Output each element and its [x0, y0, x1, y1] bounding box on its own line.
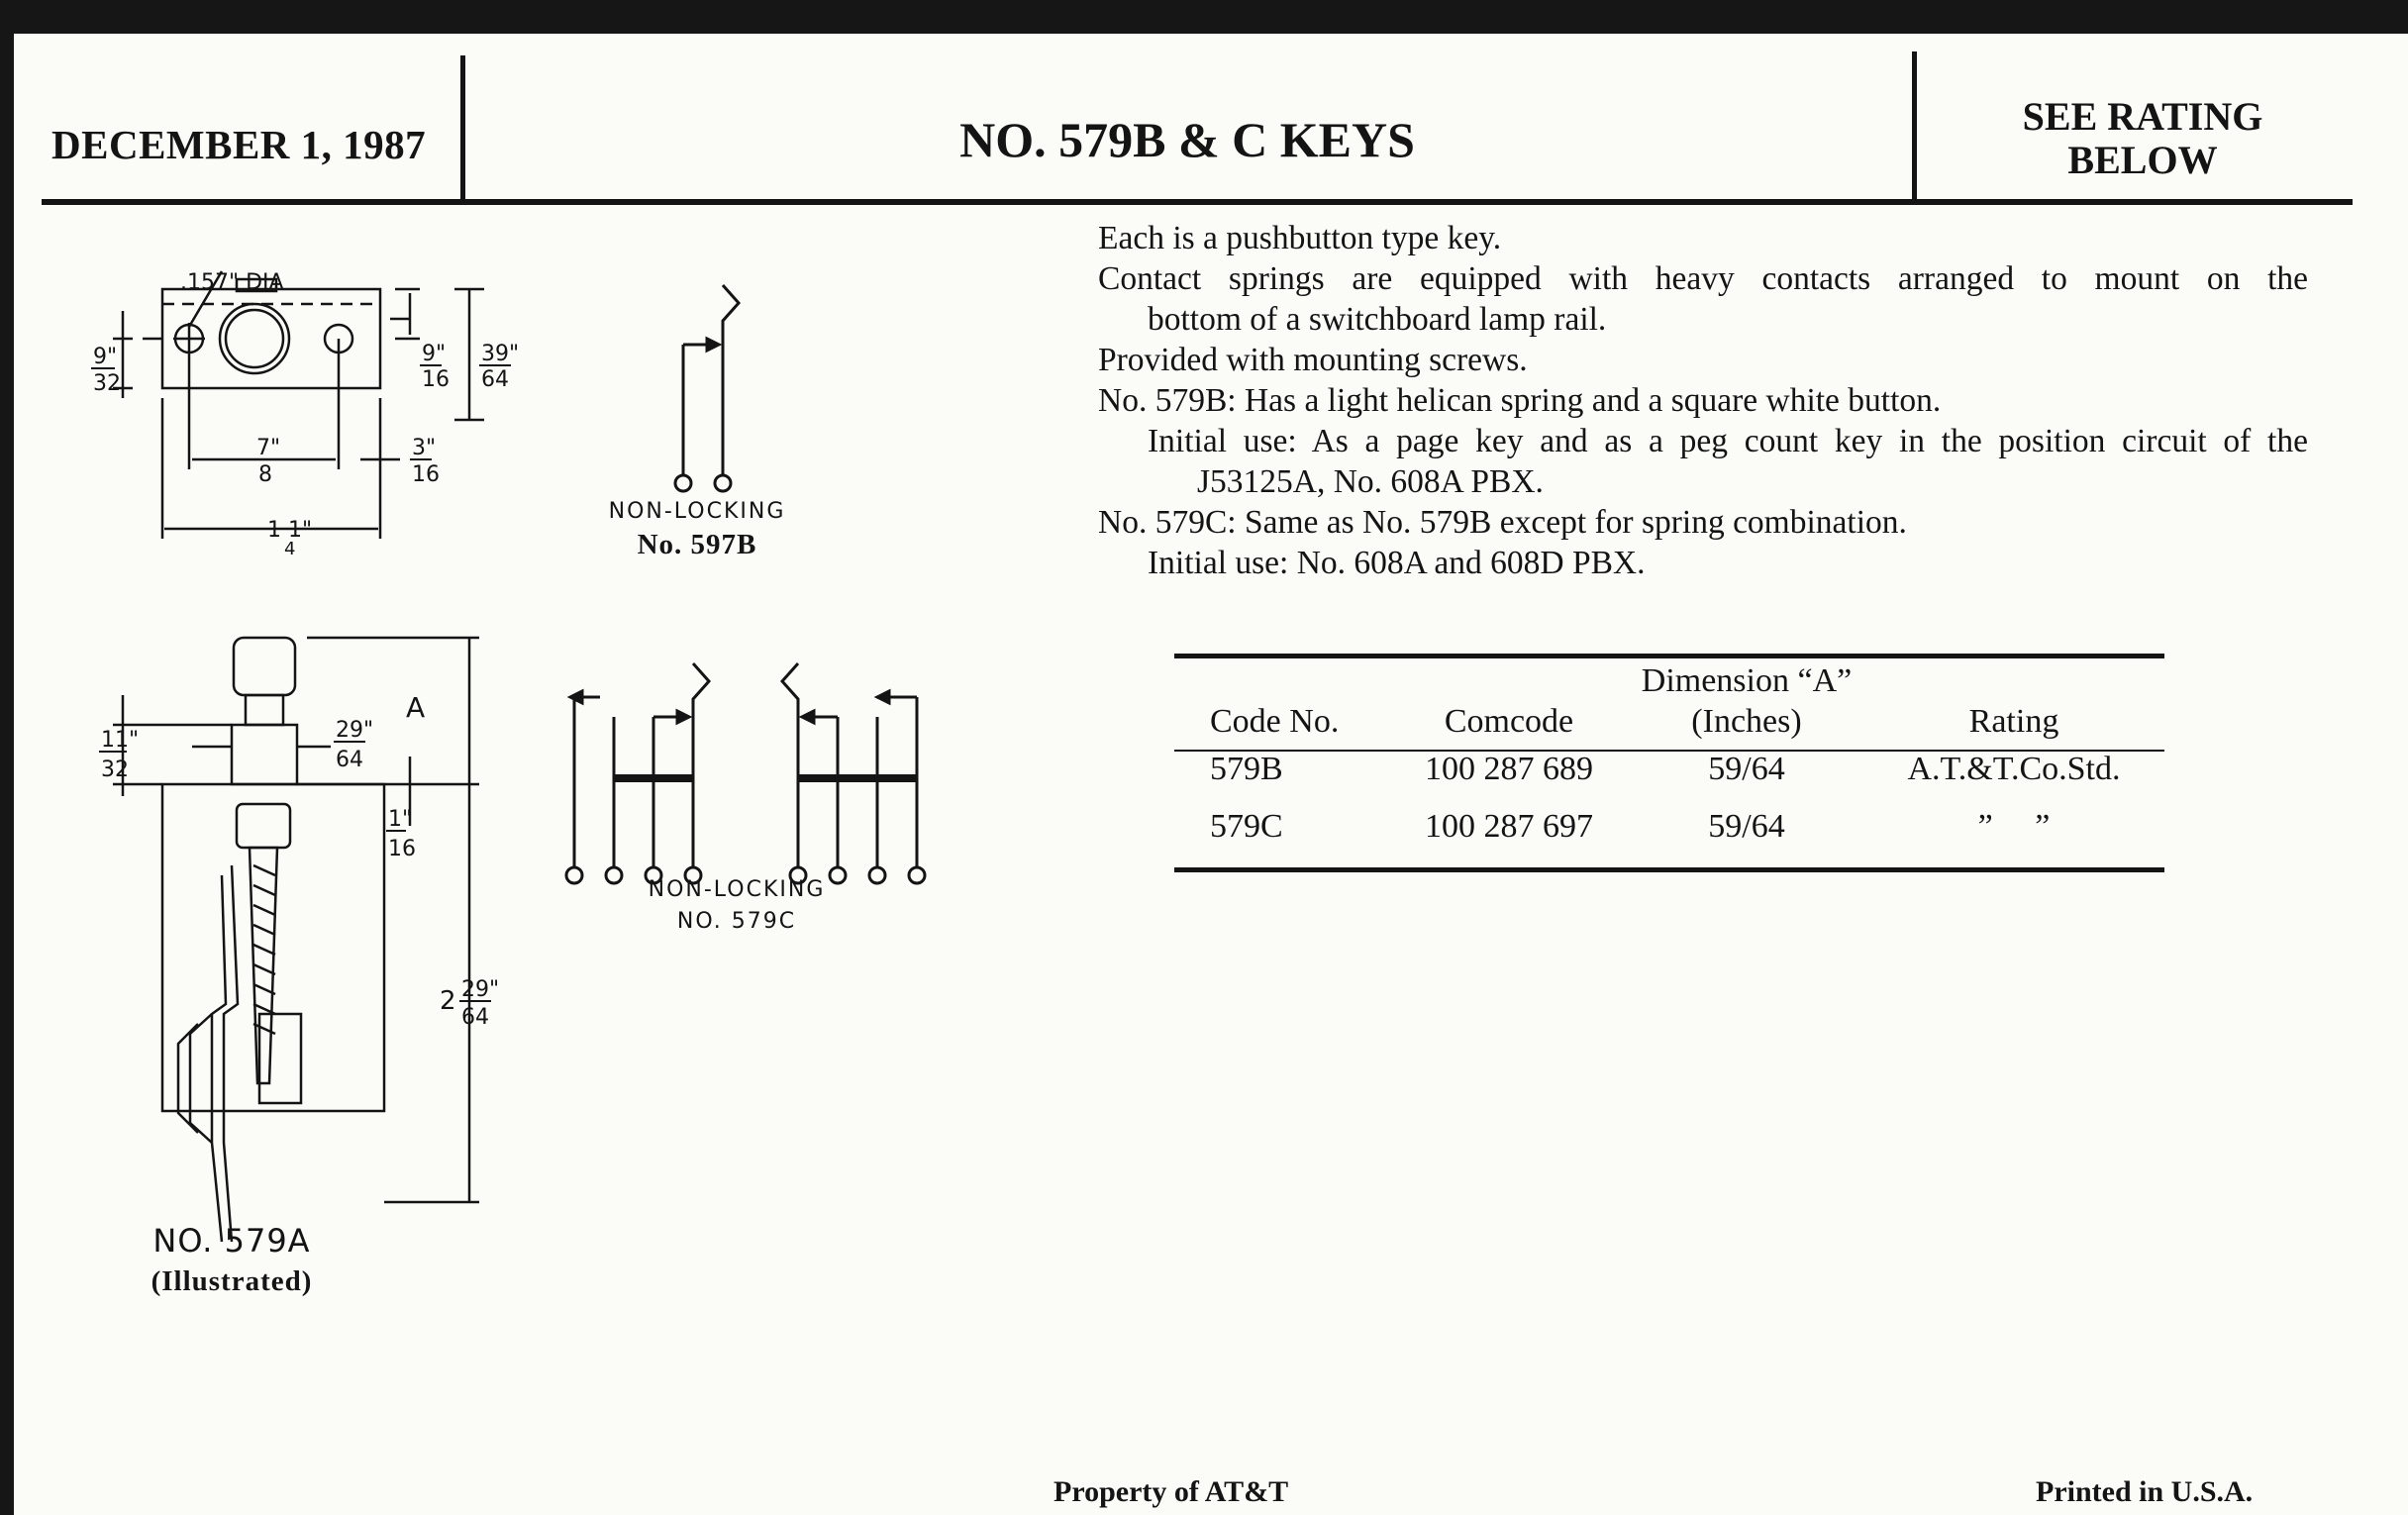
desc-line: Initial use: As a page key and as a peg count key in the position circuit of the: [1148, 423, 2308, 459]
cell-rating: A.T.&T.Co.Std.: [1907, 751, 2121, 787]
desc-line: J53125A, No. 608A PBX.: [1197, 463, 1544, 500]
table-top-rule: [1174, 654, 2164, 658]
svg-text:32: 32: [101, 758, 129, 782]
top-view-drawing: [73, 232, 588, 568]
svg-text:16: 16: [388, 837, 416, 861]
desc-line: No. 579B: Has a light helican spring and a square white button.: [1098, 382, 1942, 419]
header-divider-left: [460, 55, 465, 202]
svg-text:64: 64: [481, 367, 509, 392]
table-bottom-rule: [1174, 867, 2164, 872]
col-header-rating: Rating: [1968, 703, 2059, 740]
page-title: NO. 579B & C KEYS: [959, 112, 1415, 167]
svg-text:1 1": 1 1": [267, 518, 313, 543]
svg-text:11": 11": [101, 728, 140, 753]
svg-text:9": 9": [93, 345, 118, 369]
fig-579a-sub: (Illustrated): [150, 1265, 313, 1297]
fig-597b-label: NON-LOCKING: [608, 499, 786, 524]
svg-text:32: 32: [93, 371, 121, 396]
cell-rating: ” ”: [1977, 808, 2051, 845]
desc-line: bottom of a switchboard lamp rail.: [1148, 301, 1607, 338]
fig-579c-label: NON-LOCKING: [648, 877, 826, 902]
svg-text:8: 8: [258, 462, 272, 487]
desc-line: Contact springs are equipped with heavy contacts arranged to mount on the: [1098, 260, 2308, 297]
cell-comcode: 100 287 697: [1425, 808, 1593, 845]
col-header-code: Code No.: [1210, 703, 1340, 740]
dim-dia-label: .157" DIA: [180, 270, 284, 295]
svg-text:39": 39": [481, 342, 520, 366]
svg-text:1": 1": [388, 807, 413, 832]
side-view-drawing: [73, 588, 568, 1242]
desc-line: Provided with mounting screws.: [1098, 342, 1528, 378]
description: [1098, 218, 2308, 583]
dim-a-label: A: [406, 691, 426, 724]
fig-579c-sub: NO. 579C: [676, 909, 797, 934]
col-header-dimension-unit: (Inches): [1691, 703, 1802, 740]
col-header-dimension: Dimension “A”: [1641, 662, 1853, 699]
header-bottom-rule: [42, 199, 2353, 205]
rating-note: [1935, 95, 2351, 182]
col-header-comcode: Comcode: [1444, 703, 1574, 740]
svg-text:2: 2: [440, 986, 456, 1016]
desc-line: No. 579C: Same as No. 579B except for spring combination.: [1098, 504, 1907, 541]
footer-printed: Printed in U.S.A.: [2036, 1475, 2254, 1508]
spec-card: [14, 34, 2408, 1515]
svg-text:64: 64: [336, 748, 363, 772]
svg-text:9": 9": [422, 342, 447, 366]
rating-note-line2: BELOW: [2067, 138, 2218, 182]
svg-text:29": 29": [336, 718, 374, 743]
svg-text:7": 7": [256, 436, 281, 460]
cell-dimension: 59/64: [1708, 751, 1785, 787]
svg-text:4: 4: [284, 539, 296, 559]
spring-schematic-579c: [549, 608, 964, 895]
header-divider-right: [1912, 51, 1917, 202]
cell-dimension: 59/64: [1708, 808, 1785, 845]
spring-schematic-597b: [628, 242, 766, 499]
footer-property: Property of AT&T: [1054, 1475, 1289, 1508]
desc-line: Each is a pushbutton type key.: [1098, 220, 1502, 256]
fig-597b-sub: No. 597B: [637, 529, 757, 560]
cell-code: 579B: [1210, 751, 1283, 787]
rating-note-line1: SEE RATING: [2022, 94, 2263, 139]
issue-date: DECEMBER 1, 1987: [51, 122, 427, 167]
svg-text:16: 16: [412, 462, 440, 487]
svg-text:29": 29": [461, 977, 500, 1002]
svg-text:3": 3": [412, 436, 437, 460]
desc-line: Initial use: No. 608A and 608D PBX.: [1148, 545, 1646, 581]
fig-579a-label: NO. 579A: [152, 1222, 311, 1260]
cell-code: 579C: [1210, 808, 1283, 845]
svg-text:64: 64: [461, 1005, 489, 1030]
svg-text:16: 16: [422, 367, 450, 392]
cell-comcode: 100 287 689: [1425, 751, 1593, 787]
